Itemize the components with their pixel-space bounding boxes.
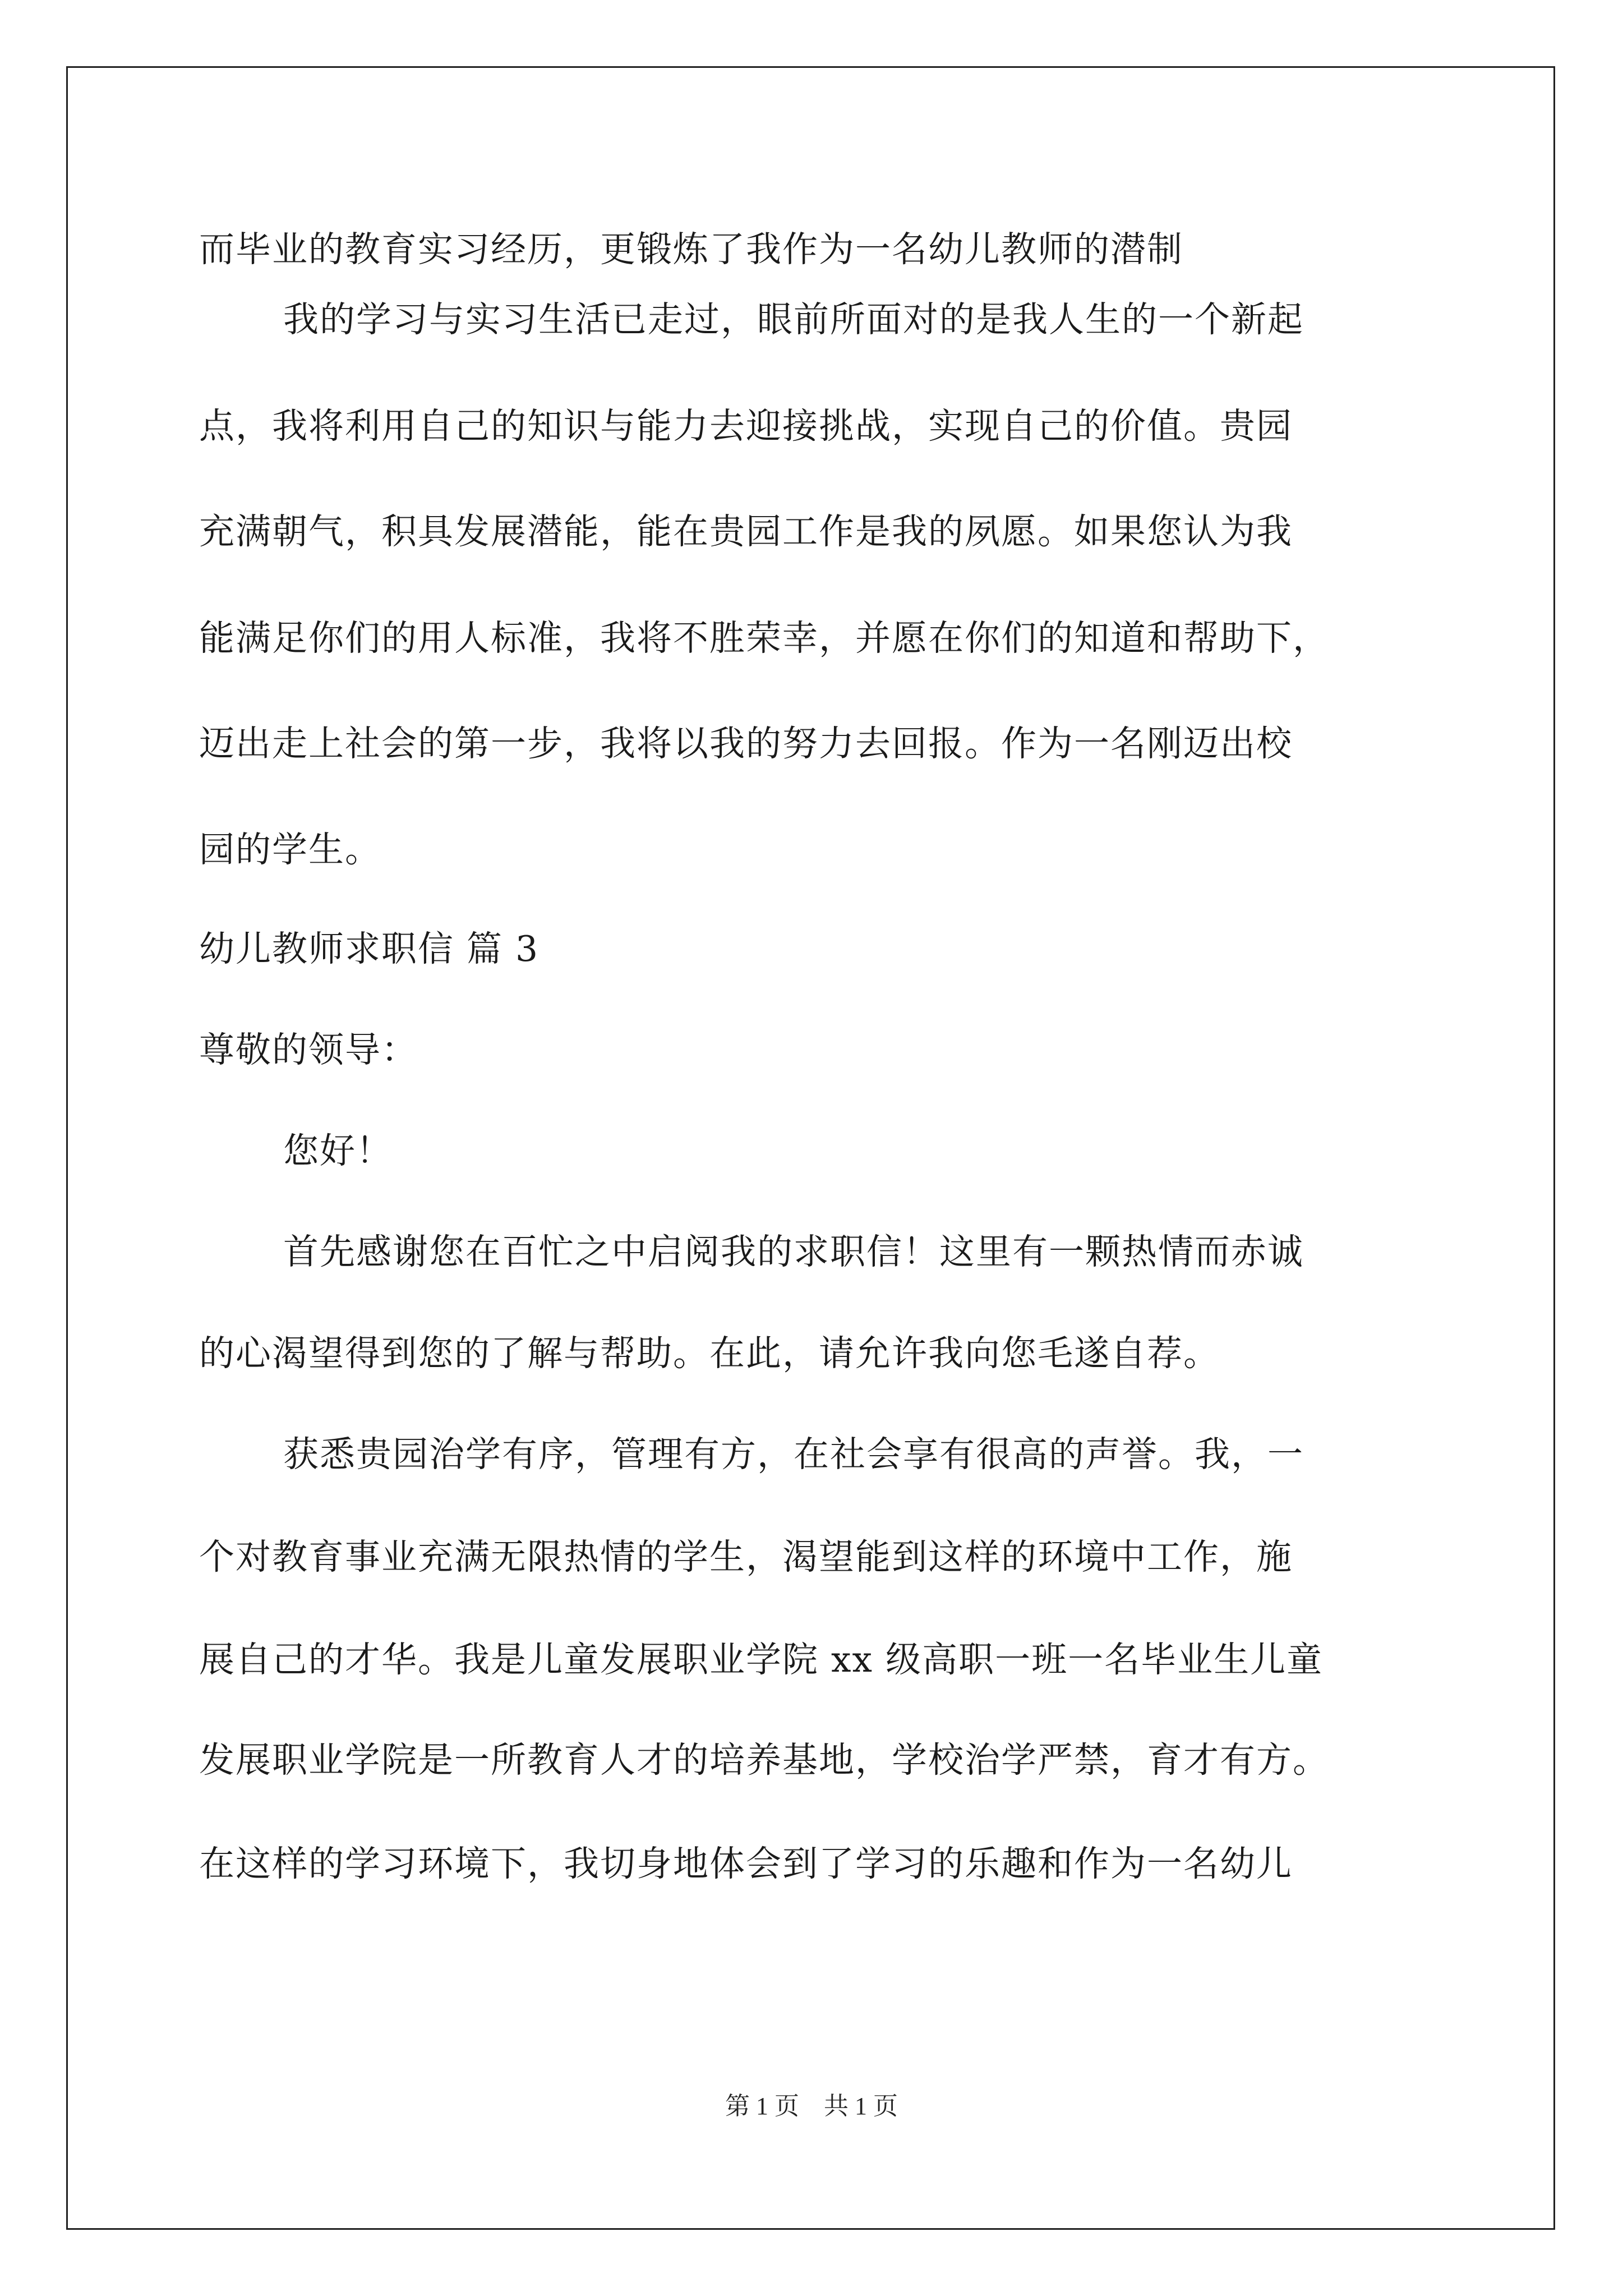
paragraph-line: 我的学习与实习生活已走过，眼前所面对的是我人生的一个新起	[283, 299, 1304, 340]
salutation: 尊敬的领导：	[199, 1029, 418, 1070]
paragraph-line: 发展职业学院是一所教育人才的培养基地，学校治学严禁，育才有方。	[199, 1740, 1329, 1780]
paragraph-line: 在这样的学习环境下，我切身地体会到了学习的乐趣和作为一名幼儿	[199, 1843, 1293, 1884]
paragraph-line: 园的学生。	[199, 829, 381, 870]
paragraph-line: 点，我将利用自己的知识与能力去迎接挑战，实现自己的价值。贵园	[199, 406, 1293, 447]
paragraph-line: 个对教育事业充满无限热情的学生，渴望能到这样的环境中工作，施	[199, 1536, 1293, 1577]
section-heading: 幼儿教师求职信 篇 3	[199, 928, 540, 969]
paragraph-line: 首先感谢您在百忙之中启阅我的求职信！这里有一颗热情而赤诚	[283, 1231, 1304, 1272]
paragraph-line: 的心渴望得到您的了解与帮助。在此，请允许我向您毛遂自荐。	[199, 1333, 1220, 1374]
paragraph-line: 而毕业的教育实习经历，更锻炼了我作为一名幼儿教师的潜制	[199, 229, 1183, 270]
paragraph-line: 能满足你们的用人标准，我将不胜荣幸，并愿在你们的知道和帮助下，	[199, 618, 1329, 659]
page-number-footer: 第 1 页 共 1 页	[725, 2092, 898, 2120]
paragraph-line: 迈出走上社会的第一步，我将以我的努力去回报。作为一名刚迈出校	[199, 723, 1293, 764]
paragraph-line: 获悉贵园治学有序，管理有方，在社会享有很高的声誉。我，一	[283, 1434, 1304, 1475]
paragraph-line: 展自己的才华。我是儿童发展职业学院 xx 级高职一班一名毕业生儿童	[199, 1639, 1324, 1680]
paragraph-line: 充满朝气，积具发展潜能，能在贵园工作是我的夙愿。如果您认为我	[199, 511, 1293, 552]
greeting: 您好！	[283, 1130, 393, 1171]
